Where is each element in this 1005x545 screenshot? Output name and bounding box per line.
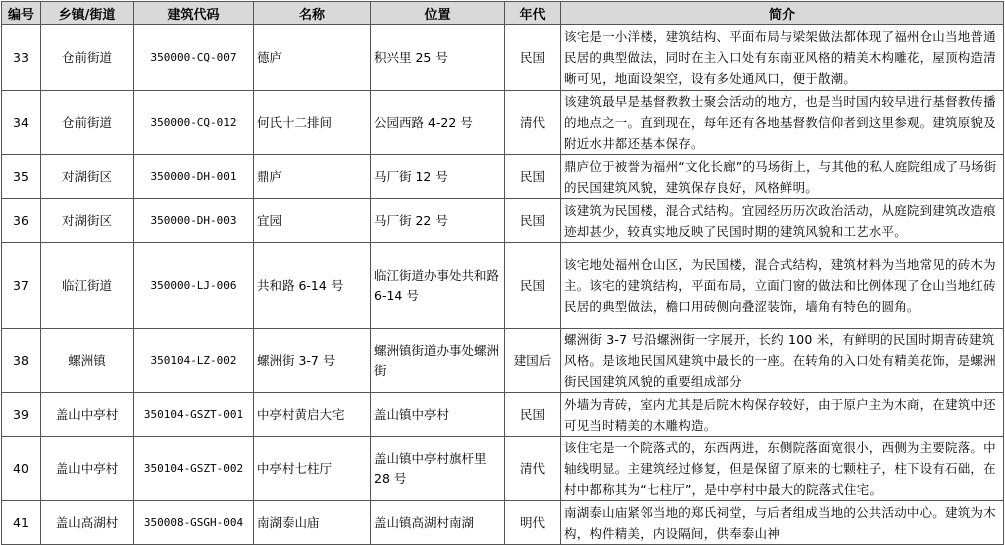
cell-era: 民国 — [505, 199, 561, 243]
cell-number: 37 — [2, 243, 41, 329]
cell-district: 对湖街区 — [41, 199, 134, 243]
cell-building-code: 350000-DH-003 — [134, 199, 254, 243]
cell-description: 该住宅是一个院落式的，东西两进，东侧院落面宽很小，西侧为主要院落。中轴线明显。主建筑经过修复，但是保留了原来的七颗柱子，柱下设有石础，在村中都称其为“七柱厅”，是中亭村中最大的院落式住宅。 — [561, 437, 1004, 501]
cell-name: 中亭村七柱厅 — [254, 437, 371, 501]
cell-number: 41 — [2, 501, 41, 545]
header-row — [2, 2, 1004, 25]
header-location: 位置 — [371, 2, 505, 25]
cell-era: 民国 — [505, 25, 561, 91]
header-name: 名称 — [254, 2, 371, 25]
cell-name: 南湖泰山庙 — [254, 501, 371, 545]
cell-number: 39 — [2, 393, 41, 437]
cell-district: 盖山中亭村 — [41, 393, 134, 437]
cell-description: 南湖泰山庙紧邻当地的郑氏祠堂，与后者组成当地的公共活动中心。建筑为木构，构件精美，内设隔间，供奉泰山神 — [561, 501, 1004, 545]
cell-building-code: 350008-GSGH-004 — [134, 501, 254, 545]
cell-name: 中亭村黄启大宅 — [254, 393, 371, 437]
table-row — [2, 155, 1004, 199]
cell-district: 对湖街区 — [41, 155, 134, 199]
cell-name: 宜园 — [254, 199, 371, 243]
cell-location: 马厂街 22 号 — [371, 199, 505, 243]
cell-description: 外墙为青砖，室内尤其是后院木构保存较好，由于原户主为木商，在建筑中还可见当时精美的木雕构造。 — [561, 393, 1004, 437]
cell-district: 盖山高湖村 — [41, 501, 134, 545]
cell-building-code: 350104-LZ-002 — [134, 329, 254, 393]
table-row — [2, 437, 1004, 501]
table-row — [2, 393, 1004, 437]
cell-description: 鼎庐位于被誉为福州“文化长廊”的马场街上，与其他的私人庭院组成了马场街的民国建筑风貌，建筑保存良好，风格鲜明。 — [561, 155, 1004, 199]
cell-building-code: 350000-DH-001 — [134, 155, 254, 199]
header-building-code: 建筑代码 — [134, 2, 254, 25]
table-row — [2, 25, 1004, 91]
cell-location: 临江街道办事处共和路 6-14 号 — [371, 243, 505, 329]
cell-location: 盖山镇中亭村旗杆里 28 号 — [371, 437, 505, 501]
cell-name: 鼎庐 — [254, 155, 371, 199]
cell-building-code: 350000-CQ-012 — [134, 91, 254, 155]
table-row — [2, 91, 1004, 155]
cell-description: 该建筑为民国楼，混合式结构。宜园经历历次政治活动，从庭院到建筑改造痕迹却甚少，较真实地反映了民国时期的建筑风貌和工艺水平。 — [561, 199, 1004, 243]
cell-name: 共和路 6-14 号 — [254, 243, 371, 329]
table-row — [2, 329, 1004, 393]
cell-number: 36 — [2, 199, 41, 243]
cell-number: 38 — [2, 329, 41, 393]
cell-location: 盖山镇高湖村南湖 — [371, 501, 505, 545]
cell-location: 盖山镇中亭村 — [371, 393, 505, 437]
table-row — [2, 199, 1004, 243]
table-row — [2, 243, 1004, 329]
cell-number: 33 — [2, 25, 41, 91]
cell-era: 民国 — [505, 243, 561, 329]
cell-location: 马厂街 12 号 — [371, 155, 505, 199]
cell-name: 德庐 — [254, 25, 371, 91]
header-district: 乡镇/街道 — [41, 2, 134, 25]
cell-description: 该宅是一小洋楼，建筑结构、平面布局与梁架做法都体现了福州仓山当地普通民居的典型做法，同时在主入口处有东南亚风格的精美木构雕花，屋顶构造清晰可见，地面设架空，设有多处通风口，便于散潮。 — [561, 25, 1004, 91]
header-number: 编号 — [2, 2, 41, 25]
cell-era: 民国 — [505, 155, 561, 199]
cell-era: 明代 — [505, 501, 561, 545]
table-row — [2, 501, 1004, 545]
cell-building-code: 350104-GSZT-001 — [134, 393, 254, 437]
cell-description: 该宅地处福州仓山区，为民国楼，混合式结构，建筑材料为当地常见的砖木为主。该宅的建筑结构，平面布局，立面门窗的做法和比例体现了仓山当地红砖民居的典型做法，檐口用砖侧向叠涩装饰，墙角有特色的圆角。 — [561, 243, 1004, 329]
cell-district: 盖山中亭村 — [41, 437, 134, 501]
cell-building-code: 350104-GSZT-002 — [134, 437, 254, 501]
cell-description: 螺洲街 3-7 号沿螺洲街一字展开，长约 100 米，有鲜明的民国时期青砖建筑风格。是该地民国风建筑中最长的一座。在转角的入口处有精美花饰，是螺洲街民国建筑风貌的重要组成部分 — [561, 329, 1004, 393]
cell-era: 清代 — [505, 437, 561, 501]
cell-district: 螺洲镇 — [41, 329, 134, 393]
cell-district: 临江街道 — [41, 243, 134, 329]
cell-era: 建国后 — [505, 329, 561, 393]
cell-building-code: 350000-CQ-007 — [134, 25, 254, 91]
cell-district: 仓前街道 — [41, 25, 134, 91]
cell-name: 何氏十二排间 — [254, 91, 371, 155]
cell-name: 螺洲街 3-7 号 — [254, 329, 371, 393]
cell-district: 仓前街道 — [41, 91, 134, 155]
cell-number: 34 — [2, 91, 41, 155]
cell-location: 公园西路 4-22 号 — [371, 91, 505, 155]
cell-era: 清代 — [505, 91, 561, 155]
header-description: 简介 — [561, 2, 1004, 25]
cell-location: 积兴里 25 号 — [371, 25, 505, 91]
cell-era: 民国 — [505, 393, 561, 437]
cell-number: 40 — [2, 437, 41, 501]
header-era: 年代 — [505, 2, 561, 25]
cell-description: 该建筑最早是基督教教士聚会活动的地方，也是当时国内较早进行基督教传播的地点之一。直到现在，每年还有各地基督教信仰者到这里参观。建筑原貌及附近水井都还基本保存。 — [561, 91, 1004, 155]
cell-building-code: 350000-LJ-006 — [134, 243, 254, 329]
cell-number: 35 — [2, 155, 41, 199]
heritage-building-table — [1, 1, 1004, 545]
cell-location: 螺洲镇街道办事处螺洲街 — [371, 329, 505, 393]
